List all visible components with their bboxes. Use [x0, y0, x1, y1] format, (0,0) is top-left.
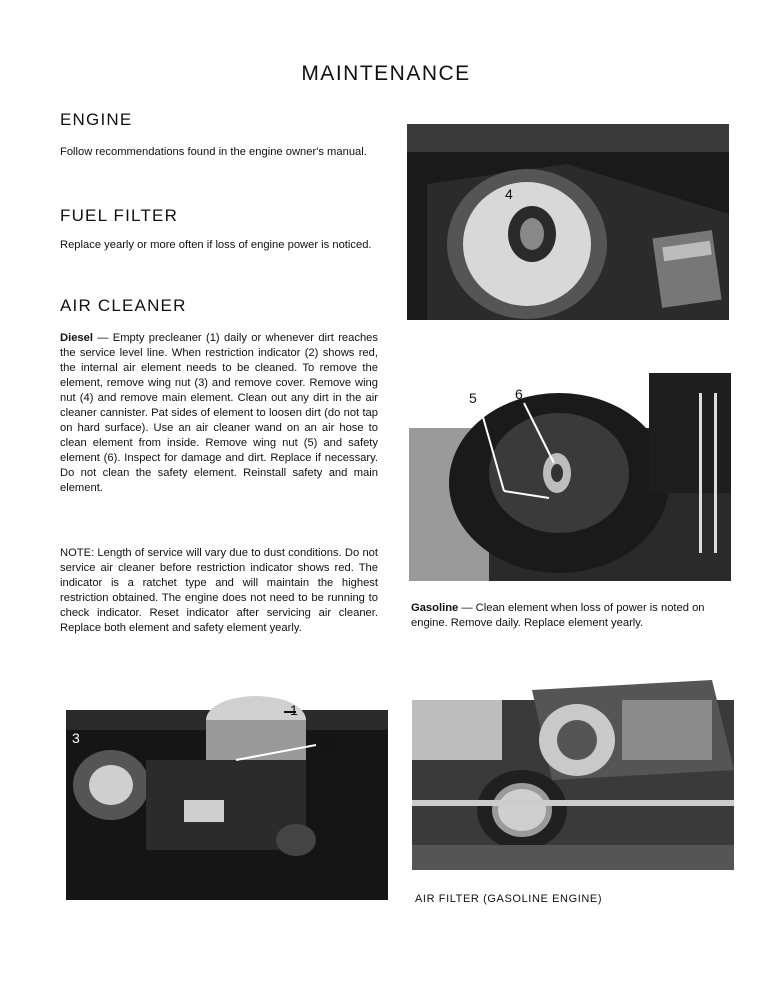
callout-1: 1	[290, 702, 298, 718]
photo-gasoline-air-filter	[412, 660, 734, 870]
gasoline-text: — Clean element when loss of power is noted on engine. Remove daily. Replace element yearly.	[411, 602, 705, 629]
engine-heading: ENGINE	[60, 110, 133, 129]
diesel-paragraph	[60, 331, 378, 496]
callout-4: 4	[505, 186, 513, 202]
photo-air-cleaner-cover	[407, 124, 729, 320]
note-paragraph: NOTE: Length of service will vary due to dust conditions. Do not service air cleaner before restriction indicator shows red. The indicator is a ratchet type and will maintain the highest restriction obtained. The engine does not need to be running to check indicator. Reset indicator after servicing air cleaner. Replace both element and safety element yearly.	[60, 547, 378, 634]
callout-3: 3	[72, 730, 80, 746]
photo-air-cleaner-elements	[409, 373, 731, 581]
air-filter-caption: AIR FILTER (GASOLINE ENGINE)	[415, 893, 603, 905]
engine-text: Follow recommendations found in the engine owner's manual.	[60, 146, 367, 158]
page-title: MAINTENANCE	[301, 62, 471, 85]
photo-diesel-air-cleaner	[66, 690, 388, 900]
air-cleaner-heading: AIR CLEANER	[60, 296, 187, 315]
diesel-text: — Empty precleaner (1) daily or whenever dirt reaches the service level line. When restriction indicator (2) shows red, the internal air element needs to be cleaned. To remove the element, remove wing nut (3) and remove cover. Remove wing nut (4) and remove main element. Clean out any dirt in the air cleaner cannister. Pat sides of element to loosen dirt (do not tap on hard surface). Use an air cleaner wand on an air hose to clean element from inside. Remove wing nut (5) and safety element (6). Inspect for damage and dirt. Replace if necessary. Do not clean the safety element. Reinstall safety and main element.	[60, 332, 378, 494]
gasoline-paragraph	[411, 601, 731, 631]
gasoline-label: Gasoline	[411, 602, 459, 614]
fuel-filter-text: Replace yearly or more often if loss of engine power is noticed.	[60, 239, 372, 251]
callout-2: 2	[324, 736, 332, 752]
callout-6: 6	[515, 386, 523, 402]
fuel-filter-heading: FUEL FILTER	[60, 206, 179, 225]
diesel-label: Diesel	[60, 332, 93, 344]
callout-5: 5	[469, 390, 477, 406]
